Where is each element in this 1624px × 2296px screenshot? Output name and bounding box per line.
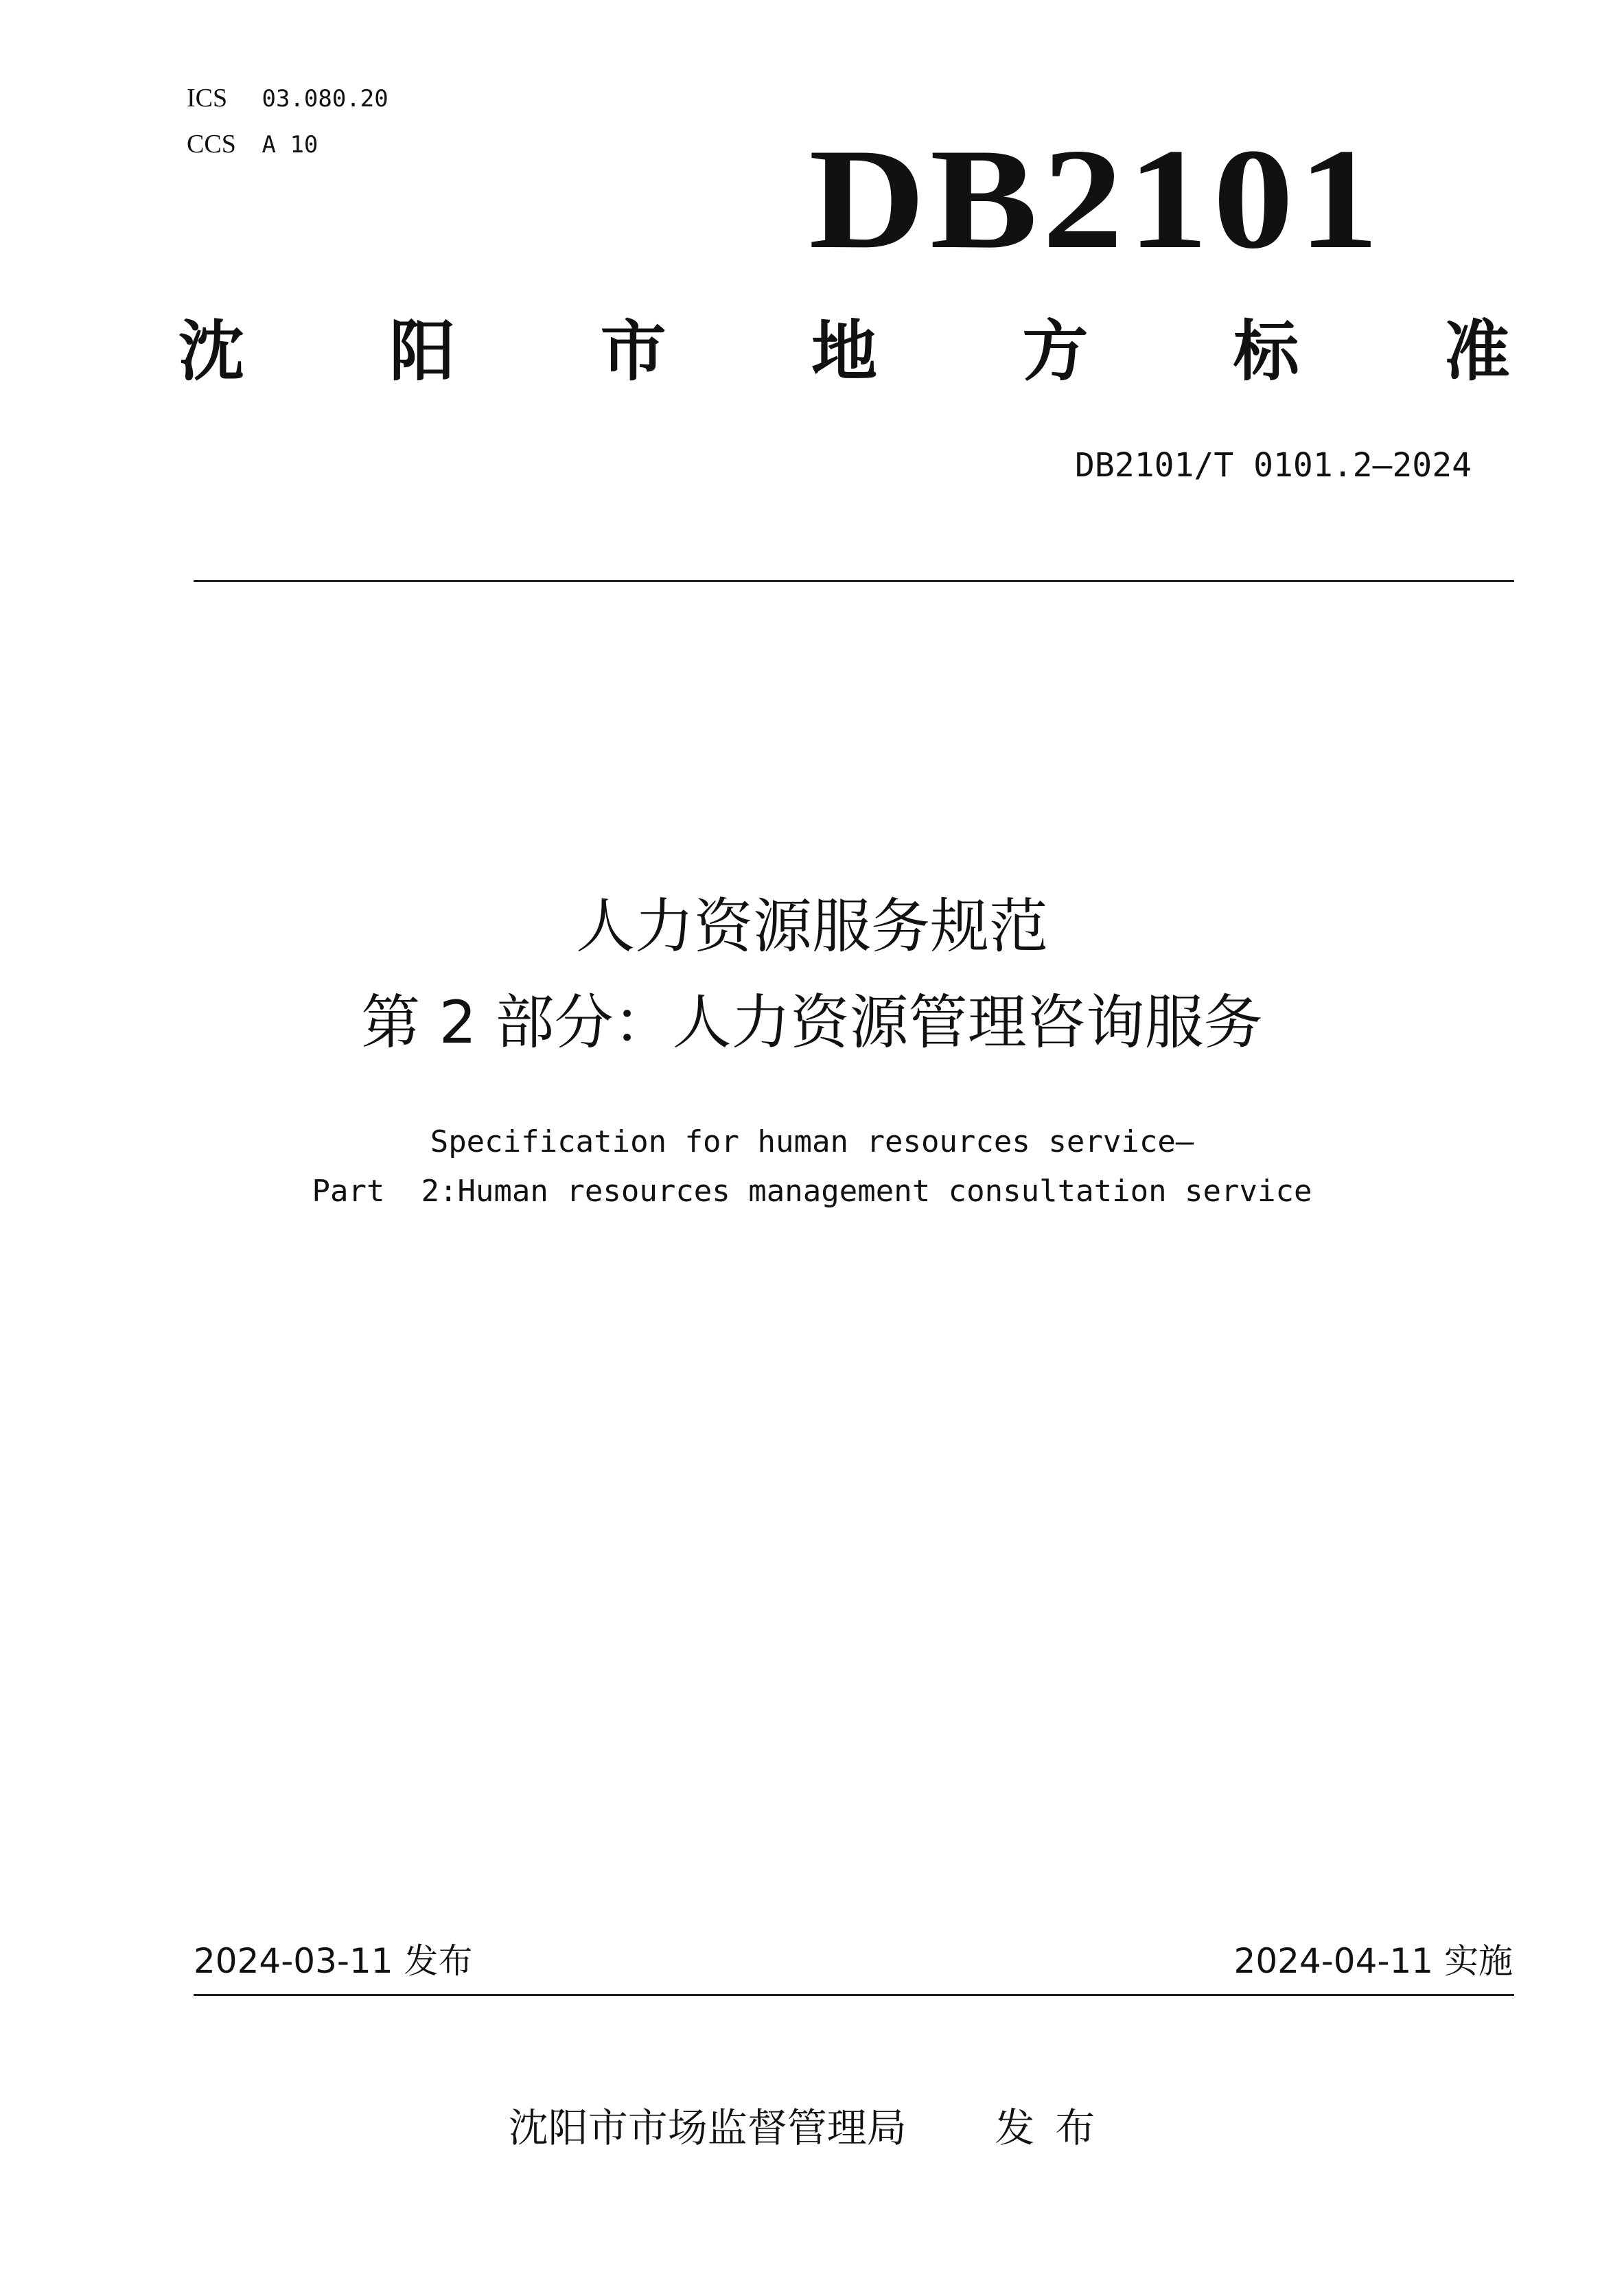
ccs-value: A 10 (262, 131, 318, 159)
standard-type-char: 地 (811, 313, 877, 390)
title-english-line-2: Part 2:Human resources management consultation service (312, 1174, 1312, 1209)
ccs-row (187, 121, 388, 167)
ics-label: ICS (187, 84, 228, 113)
standard-type-char: 市 (600, 313, 666, 390)
standard-number: DB2101/T 0101.2—2024 (1075, 446, 1472, 485)
standard-type-char: 方 (1022, 313, 1089, 390)
standard-type-char: 阳 (389, 313, 456, 390)
title-chinese-line-1: 人力资源服务规范 (576, 892, 1048, 961)
issue-action: 发布 (995, 2104, 1116, 2151)
title-english-line-1: Specification for human resources service— (430, 1124, 1194, 1159)
implementation-date: 2024-04-11 实施 (1233, 1941, 1513, 1981)
ics-row (187, 76, 388, 121)
top-divider (194, 580, 1514, 582)
release-date: 2024-03-11 发布 (194, 1941, 473, 1981)
standard-type-char: 准 (1443, 313, 1510, 390)
bottom-divider (194, 1994, 1514, 1996)
issuer-line (0, 2097, 1624, 2159)
classification-codes (187, 76, 388, 167)
ccs-label: CCS (187, 130, 236, 159)
title-chinese-line-2: 第 2 部分：人力资源管理咨询服务 (361, 988, 1263, 1057)
standard-type-heading (178, 310, 1510, 393)
standard-type-char: 沈 (178, 313, 244, 390)
issuing-organization: 沈阳市市场监督管理局 (508, 2104, 907, 2151)
standard-code-logo: DB2101 (809, 119, 1384, 279)
standard-type-char: 标 (1233, 313, 1299, 390)
ics-value: 03.080.20 (262, 85, 388, 113)
